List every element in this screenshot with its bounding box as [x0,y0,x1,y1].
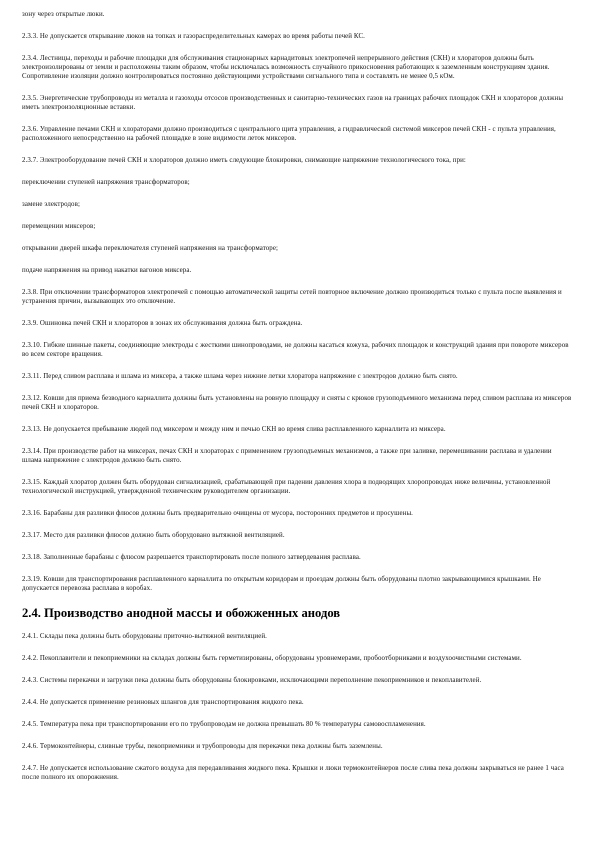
paragraph: 2.3.4. Лестницы, переходы и рабочие площадки для обслуживания стационарных карнадитовых электропечей непрерывного действия (СКН) и хлораторов должны быть электроизолированы от земли и расположены таким образом, чтобы исключалась возможность случайного прикосновения работающих к заземленным конструкциям здания. Сопротивление изоляции должно контролироваться постоянно действующими устройствами сигнального типа и составлять не менее 0,5 кОм. [22,55,550,80]
paragraph: 2.4.4. Не допускается применение резиновых шлангов для транспортирования жидкого пека. [22,699,304,706]
document-body [22,10,573,795]
paragraph: 2.4.6. Термоконтейнеры, сливные трубы, пекоприемники и трубопроводы для перекачки пека должны быть заземлены. [22,743,383,750]
paragraph: 2.3.17. Место для разливки флюсов должно быть оборудовано вытяжной вентиляцией. [22,532,285,539]
paragraph: перемещении миксеров; [22,223,96,230]
paragraph: переключении ступеней напряжения трансформаторов; [22,179,190,186]
paragraph: 2.3.14. При производстве работ на миксерах, печах СКН и хлораторах с применением грузоподъемных механизмов, а также при заливке, перемешивании расплава и удалении шлама напряжение с электродов должно быть снято. [22,448,552,464]
paragraph: 2.3.13. Не допускается пребывание людей под миксером и между ним и печью СКН во время слива расплавленного карналлита из миксера. [22,426,446,433]
paragraph: подаче напряжения на привод накатки вагонов миксера. [22,267,192,274]
paragraph: 2.3.6. Управление печами СКН и хлораторами должно производиться с центрального щита управления, а гидравлической системой миксеров печей СКН - с пульта управления, расположенного непосредственно на рабочей площадке в зоне видимости леток миксеров. [22,126,556,142]
paragraph: 2.3.15. Каждый хлоратор должен быть оборудован сигнализацией, срабатывающей при падении давления хлора в подводящих хлоропроводах ниже величины, установленной технологической инструкцией, утвержденной техническим руководителем организации. [22,479,551,495]
paragraph: 2.3.8. При отключении трансформаторов электропечей с помощью автоматической защиты сетей повторное включение должно производиться только с пульта после выявления и устранения причин, вызывающих это отключение. [22,289,562,305]
paragraph: 2.3.12. Ковши для приема безводного карналлита должны быть установлены на ровную площадку и сняты с крюков грузоподъемного механизма перед сливом расплава из миксеров печей СКН и хлораторов. [22,395,572,411]
paragraph: 2.4.7. Не допускается использование сжатого воздуха для передавливания жидкого пека. Крышки и люки термоконтейнеров после слива пека должны закрываться не ранее 1 часа после полного их опорожнения. [22,765,564,781]
paragraph: 2.3.10. Гибкие шинные пакеты, соединяющие электроды с жесткими шинопроводами, не должны касаться кожуха, рабочих площадок и конструкций здания при повороте миксеров во всем секторе вращения. [22,342,569,358]
paragraph: замене электродов; [22,201,80,208]
paragraph: 2.3.18. Заполненные барабаны с флюсом разрешается транспортировать после полного затвердевания расплава. [22,554,361,561]
paragraph: 2.4.1. Склады пека должны быть оборудованы приточно-вытяжной вентиляцией. [22,633,267,640]
paragraph: 2.4.2. Пекоплавители и пекоприемники на складах должны быть герметизированы, оборудованы уровнемерами, пробоотборниками и воздухоочистными системами. [22,655,522,662]
paragraph: 2.4.3. Системы перекачки и загрузки пека должны быть оборудованы блокировками, исключающими переполнение пекоприемников и пекоплавителей. [22,677,482,684]
paragraph: 2.3.16. Барабаны для разливки флюсов должны быть предварительно очищены от мусора, посторонних предметов и просушены. [22,510,413,517]
paragraph: 2.3.5. Энергетические трубопроводы из металла и газоходы отсосов производственных и санитарно-технических газов на границах рабочих площадок СКН и хлораторов должны иметь электроизоляционные вставки. [22,95,564,111]
paragraph: 2.3.7. Электрооборудование печей СКН и хлораторов должно иметь следующие блокировки, снимающие напряжение технологического тока, при: [22,157,466,164]
paragraph: открывании дверей шкафа переключателя ступеней напряжения на трансформаторе; [22,245,279,252]
paragraph: 2.3.11. Перед сливом расплава и шлама из миксера, а также шлама через нижние летки хлоратора напряжение с электродов должно быть снято. [22,373,458,380]
paragraph: 2.3.19. Ковши для транспортирования расплавленного карналлита по открытым коридорам и проездам должны быть оборудованы плотно закрывающимися крышками. Не допускается перевозка расплава в коробах. [22,576,541,592]
section-heading: 2.4. Производство анодной массы и обожженных анодов [22,606,341,620]
paragraph: 2.4.5. Температура пека при транспортировании его по трубопроводам не должна превышать 80 % температуры самовоспламенения. [22,721,426,728]
paragraph: 2.3.3. Не допускается открывание люков на топках и газораспределительных камерах во время работы печей КС. [22,33,365,40]
paragraph: зону через открытые люки. [22,11,105,18]
paragraph: 2.3.9. Ошиновка печей СКН и хлораторов в зонах их обслуживания должна быть ограждена. [22,320,303,327]
